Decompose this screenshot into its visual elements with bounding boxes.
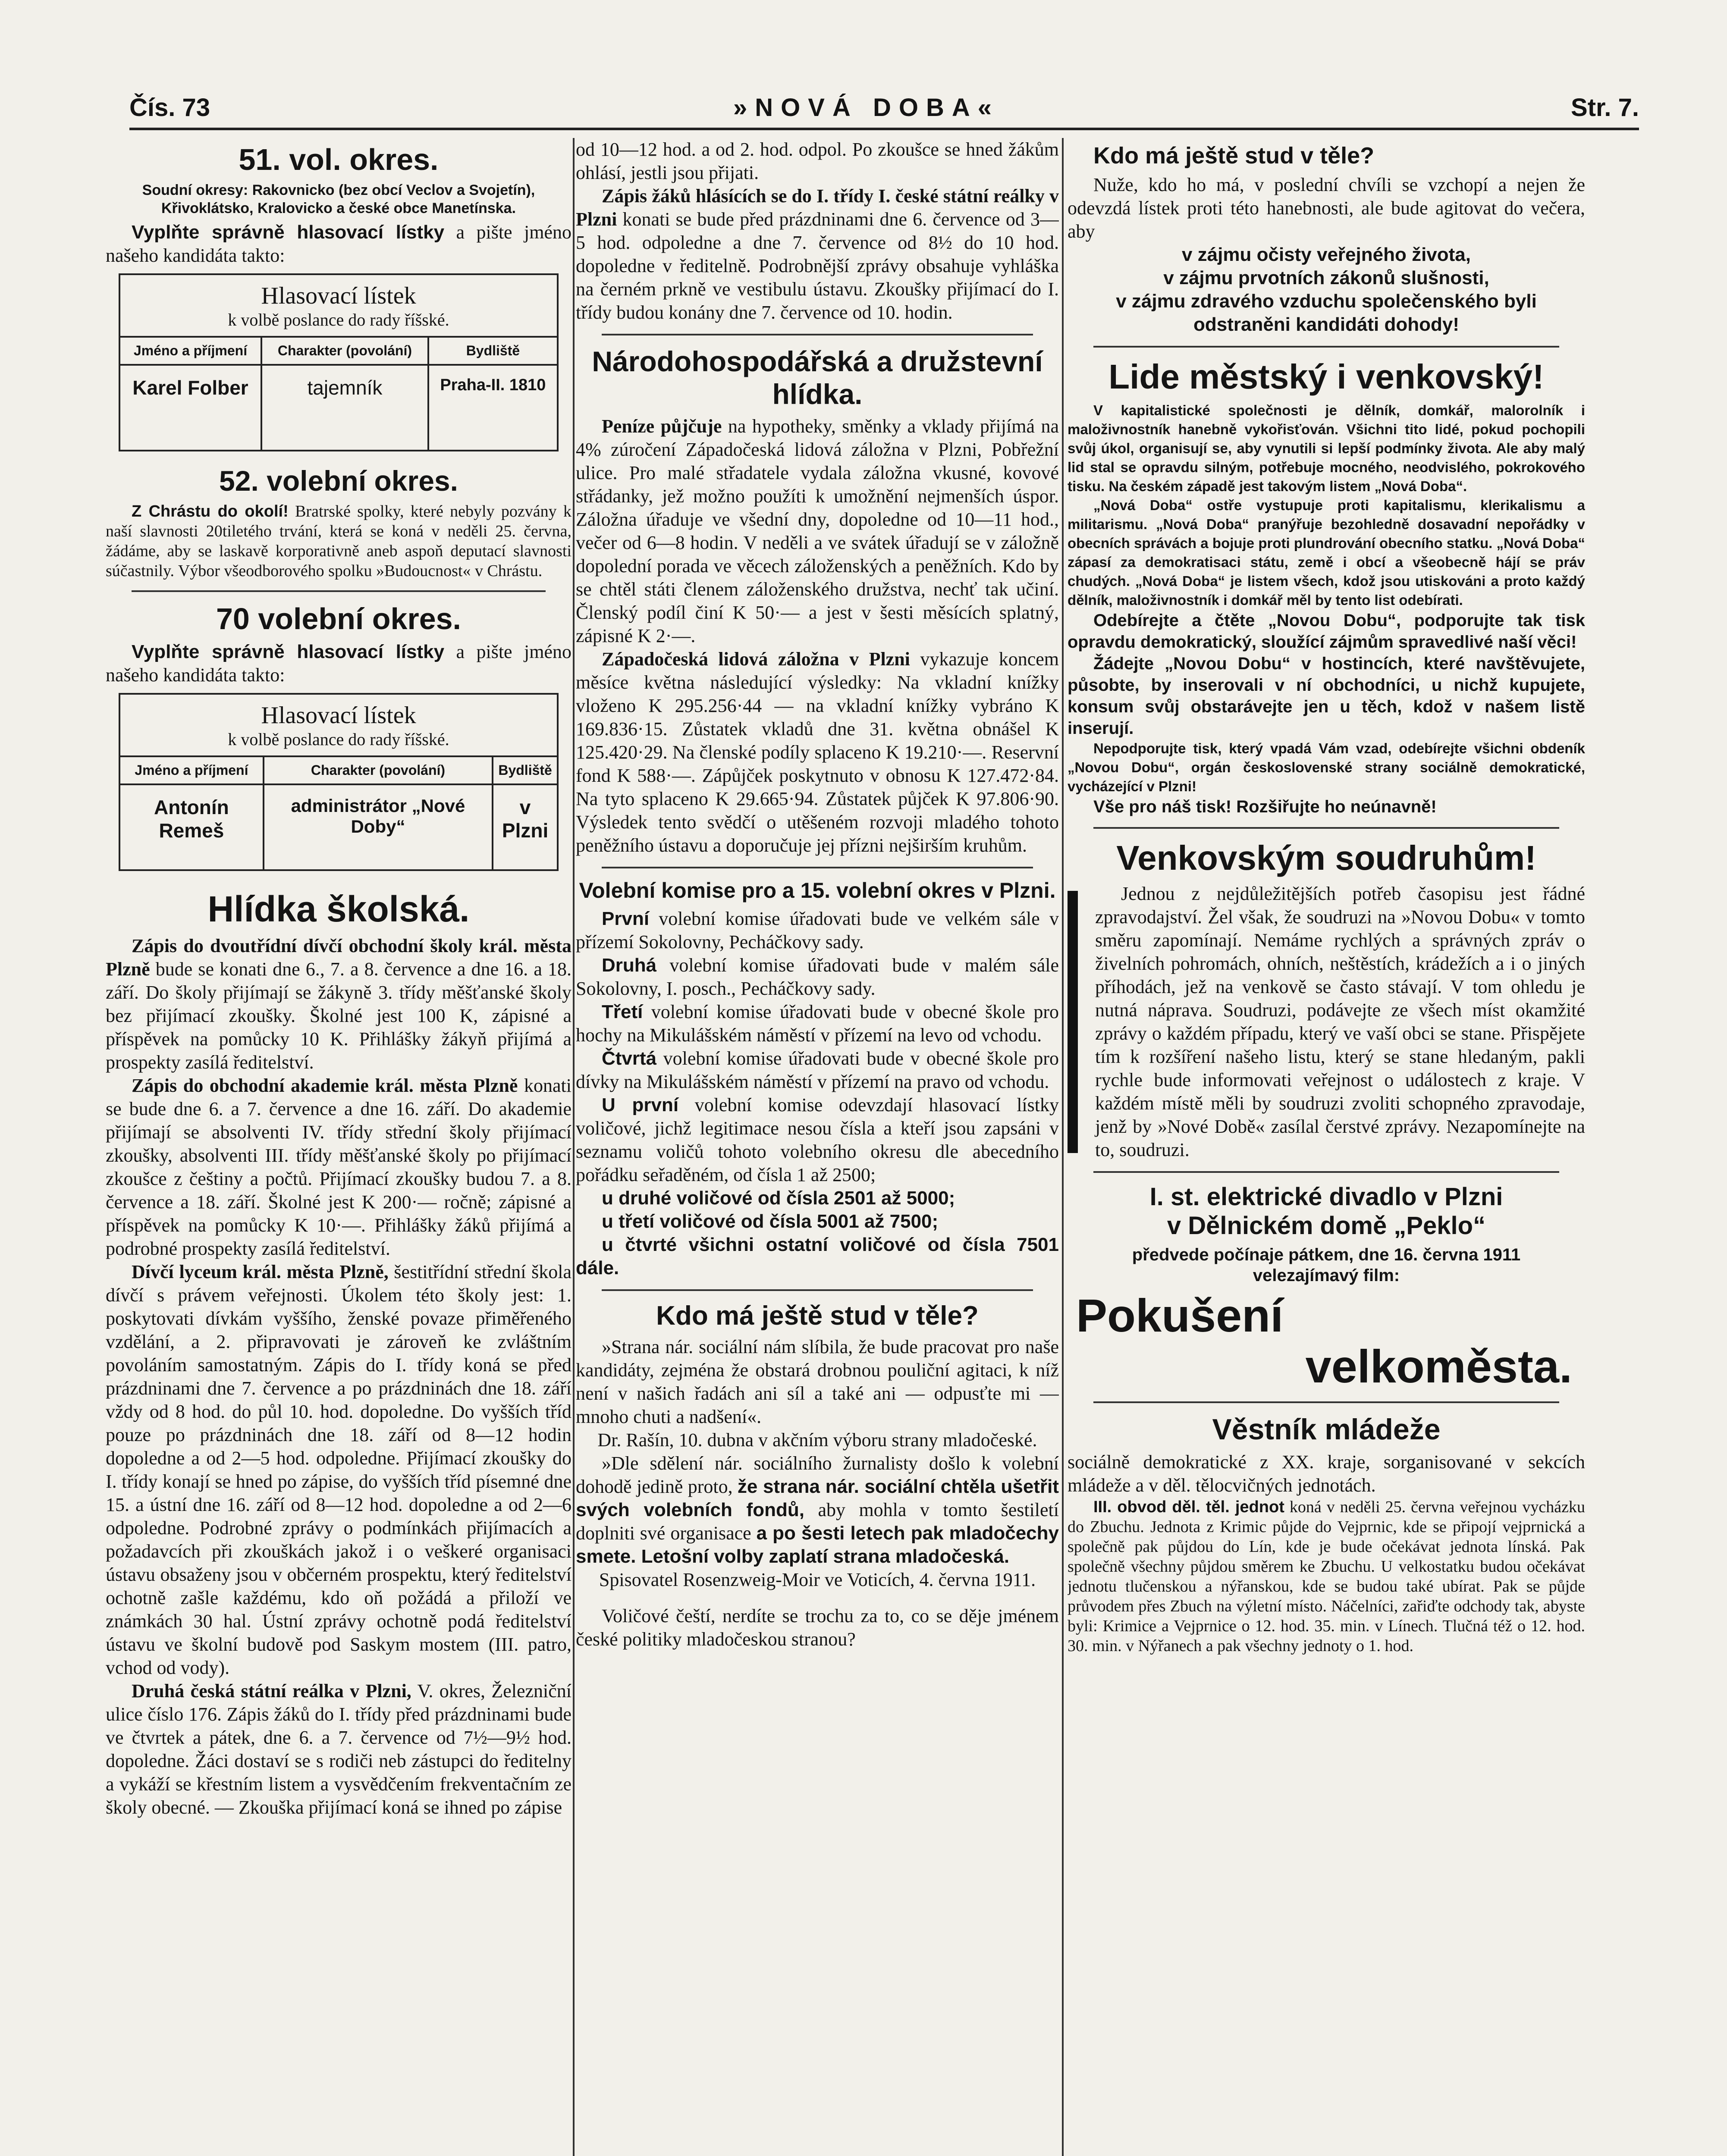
commission-4-text: volební komise úřadovati bude v obecné škole pro dívky na Mikulášském náměstí v přízemí na pravo od vchodu.: [576, 1048, 1059, 1092]
commission-6: u druhé voličové od čísla 2501 až 5000;: [602, 1188, 955, 1209]
commission-3: [576, 1000, 1059, 1047]
fill-instruction-text: a pište jméno našeho kandidáta takto:: [106, 222, 571, 266]
ballot-subtitle: k volbě poslance do rady říšské.: [228, 310, 449, 329]
column-right: [1068, 138, 1585, 2156]
commission-title: Volební komise pro a 15. volební okres v Plzni.: [579, 878, 1056, 903]
divider: [602, 334, 1033, 335]
divider: [1093, 1401, 1559, 1403]
lide-title: Lide městský i venkovský!: [1108, 357, 1544, 396]
cinema-line-3: předvede počínaje pátkem, dne 16. června 1911 velezajímavý film:: [1132, 1245, 1521, 1285]
page-header: [129, 85, 1639, 130]
newspaper-title: »NOVÁ DOBA«: [733, 94, 999, 122]
ballot-col-job: Charakter (povolání): [261, 337, 428, 365]
ballot-table: [120, 755, 557, 869]
film-title-2: velkoměsta.: [1305, 1340, 1572, 1392]
fill-instruction-bold: Vyplňte správně hlasovací lístky: [132, 222, 445, 243]
commission-5-label: U první: [602, 1094, 679, 1116]
commission-2-label: Druhá: [602, 955, 657, 976]
candidate-job: tajemník: [261, 365, 428, 450]
divider: [132, 590, 546, 592]
youth-notice-head: III. obvod děl. těl. jednot: [1093, 1498, 1284, 1516]
district-52-lead: Z Chrástu do okolí!: [132, 502, 289, 520]
fill-instruction-2: [106, 640, 571, 687]
school-continuation: od 10—12 hod. a od 2. hod. odpol. Po zkoušce se hned žákům ohlásí, jestli jsou přijati.: [576, 139, 1059, 183]
lide-paragraph-1: V kapitalistické společnosti je dělník, domkář, malorolník i maloživnostník hanebně vykořisťován. Všichni tito lidé, pokud pochopili svůj úkol, organisují se, aby vynutili si lepší podmínky života. Ale aby malý lid stal se opravdu silným, potřebuje mocného, neodvislého, pokrokového tisku. Na českém západě jest takovým listem „Nová Doba“.: [1068, 402, 1585, 494]
ballot-title: Hlasovací lístek: [261, 702, 416, 729]
divider: [1093, 346, 1559, 348]
commission-4: [576, 1047, 1059, 1094]
divider: [1093, 827, 1559, 829]
commission-1-label: První: [602, 908, 650, 929]
page-number: Str. 7.: [1571, 94, 1639, 122]
cinema-line-2: v Dělnickém domě „Peklo“: [1167, 1212, 1486, 1240]
ballot-title: Hlasovací lístek: [261, 282, 416, 309]
candidate-residence: Praha-II. 1810: [428, 365, 557, 450]
bank-results-head: Západočeská lidová záložna v Plzni: [602, 649, 910, 670]
cinema-line-1: I. st. elektrické divadlo v Plzni: [1149, 1183, 1503, 1211]
divider: [1093, 1171, 1559, 1173]
district-51-title: 51. vol. okres.: [239, 143, 439, 176]
school-notice-1-head: Zápis do dvoutřídní dívčí obchodní školy král. města Plzně: [106, 935, 571, 980]
stud-quote-2d: a po šesti letech pak mladočechy smete. Letošní volby zaplatí strana mladočeská.: [576, 1523, 1059, 1567]
district-52-text: Bratrské spolky, které nebyly pozvány k naší slavnosti 20tiletého trvání, která se koná v neděli 25. června, žádáme, aby se laskavě korporativně aneb aspoň deputací slavnosti súčastnily. Výbor všeodborového spolku »Budoucnost« v Chrástu.: [106, 502, 571, 580]
lide-paragraph-4: Žádejte „Novou Dobu“ v hostincích, které navštěvujete, působte, by inserovali v ní obchodníci, u nichž kupujete, konsum svůj obstarávejte jen u těch, kdož v našem listě inserují.: [1068, 654, 1585, 738]
stud-quote-1: »Strana nár. sociální nám slíbila, že bude pracovat pro naše kandidáty, zejména že obstará drobnou pouliční agitaci, k níž není v našich řadách ani síl a také ani — odpusťte mi — mnoho chuti a nadšení«.: [576, 1336, 1059, 1427]
stud-right-text: Nuže, kdo ho má, v poslední chvíli se vzchopí a nejen že odevzdá lístek proti této hanebnosti, ale bude agitovat do večera, aby: [1068, 174, 1585, 242]
venkov-block: [1068, 882, 1585, 1162]
district-52-notice: [106, 501, 571, 581]
commission-1: [576, 907, 1059, 954]
school-notice-4: [106, 1680, 571, 1819]
ballot-table: [120, 336, 557, 450]
youth-notice-text: koná v neděli 25. června veřejnou vycházku do Zbuchu. Jednota z Krimic půjde do Vejprnic, kde se připojí vejprnická a společně pak půjdou do Lín, kde je bude očekávat jednota línská. Pak společně všechny půjdou směrem ke Zbuchu. U velkostatku budou očekávat jednotu tlučenskou a nýřanskou, kde se budou také ubírat. Pak se půjde průvodem přes Zbuch na výletní místo. Náčelníci, zařiďte odchody tak, abyste byli: Krimice a Vejprnice o 12. hod. 35. min. v Línech. Tlučná též o 12. hod. 30. min. v Nýřanech a pak všechny jednoty o 1. hod.: [1068, 1498, 1585, 1655]
divider: [602, 1289, 1033, 1291]
district-70-title: 70 volební okres.: [216, 602, 462, 636]
ballot-col-job: Charakter (povolání): [264, 756, 493, 784]
stud-signature-2: Spisovatel Rosenzweig-Moir ve Voticích, 4. června 1911.: [599, 1569, 1036, 1590]
venkov-text: Jednou z nejdůležitějších potřeb časopisu jest řádné zpravodajství. Žel však, že soudruzi na »Novou Dobu« v tomto směru zapomínají. Nemáme rychlých a správných zpráv o živelních pohromách, ohních, neštěstích, krádežích a i o jiných příhodách, jež na venkově se často stávají. V tom ohledu je nutná náprava. Soudruzi, podávejte ze všech míst okamžité zprávy o každém případu, který ve vaší obci se stane. Přispějete tím k rozšíření našeho listu, který se stane hledaným, pakli rychle bude informovati veřejnost o událostech z kraje. V každém místě měli by soudruzi zvoliti schopného zpravodaje, jenž by »Nové Době« zasílal čerstvé zprávy. Nezapomínejte na to, soudruzi.: [1095, 883, 1585, 1160]
school-notice-2: [106, 1074, 571, 1260]
commission-3-text: volební komise úřadovati bude v obecné škole pro hochy na Mikulášském náměstí v přízemí na levo od vchodu.: [576, 1001, 1059, 1046]
school-notice-1-text: bude se konati dne 6., 7. a 8. července a dne 16. a 18. září. Do školy přijímají se žákyně 3. třídy měšťanské školy bez přijímací zkoušky. Školné jest 100 K, zápisné a příspěvek na pomůcky 10 K. Přihlášky žákyň přijímá a prospekty zasílá ředitelství.: [106, 959, 571, 1073]
stud-right-line-3: v zájmu zdravého vzduchu společenského byli odstraněni kandidáti dohody!: [1116, 291, 1537, 335]
venkov-title: Venkovským soudruhům!: [1116, 839, 1536, 877]
column-rule: [1062, 138, 1064, 2156]
lide-paragraph-6: Vše pro náš tisk! Rozšiřujte ho neúnavně!: [1093, 797, 1437, 816]
column-left: [106, 138, 571, 2156]
stud-closing: Voličové čeští, nerdíte se trochu za to, co se děje jménem české politiky mladočeskou stranou?: [576, 1605, 1059, 1650]
youth-subtitle: sociálně demokratické z XX. kraje, sorganisované v sekcích mládeže a v děl. tělocvičných jednotách.: [1068, 1451, 1585, 1496]
candidate-name: Karel Folber: [120, 365, 261, 450]
fill-instruction-text: a pište jméno našeho kandidáta takto:: [106, 641, 571, 686]
fill-instruction: [106, 221, 571, 267]
school-notice-2-text: konati se bude dne 6. a 7. července a dne 16. září. Do akademie přijímají se absolventi IV. třídy střední školy přijímací zkoušky, absolventi III. třídy měšťanské školy po přijímací zkoušce z češtiny a počtů. Přijímací zkoušky budou 7. a 8. července a 18. září. Školné jest K 200·— ročně; zápisné a příspěvek na pomůcky K 10·—. Přihlášky žáků přijímá a podrobné prospekty zasílá ředitelství.: [106, 1075, 571, 1259]
realka-registration-head: Zápis žáků hlásících se do I. třídy I. české státní reálky v Plzni: [576, 185, 1059, 230]
bank-results-text: vykazuje koncem měsíce května následující výsledky: Na vkladní knížky vloženo K 295.256·44 — na vkladní knížky vybráno K 169.836·15. Zůstatek vkladů dne 31. května obnášel K 125.420·29. Na členské podíly splaceno K 19.210·—. Reservní fond K 588·—. Zápůjček poskytnuto v obnosu K 127.472·84. Na tyto splaceno K 29.665·94. Zůstatek půjček K 97.806·90. Výsledek tento svědčí o utěšeném rozvoji mladého tohoto peněžního ústavu a doporučuje jej přízni nejširším kruhům.: [576, 649, 1059, 856]
stud-quote-2b: že strana nár. sociální chtěla ušetřit svých volebních fondů,: [576, 1476, 1059, 1520]
ballot-col-name: Jméno a příjmení: [120, 337, 261, 365]
issue-number: Čís. 73: [129, 94, 210, 122]
stud-signature-1: Dr. Rašín, 10. dubna v akčním výboru strany mladočeské.: [597, 1429, 1037, 1451]
divider: [602, 867, 1033, 868]
youth-title: Věstník mládeže: [1212, 1413, 1441, 1446]
commission-3-label: Třetí: [602, 1001, 643, 1022]
lide-paragraph-2: „Nová Doba“ ostře vystupuje proti kapitalismu, klerikalismu a militarismu. „Nová Doba“ pranýřuje bezohledně dosavadní nepořádky v obecních správách a bojuje proti plundrování obecního statku. „Nová Doba“ zápasí za demokratisaci státu, země i obcí a všeobecně hájí se práv chudých. „Nová Doba“ je listem všech, kdož jsou utiskováni a proto každý dělník, maloživnostník i domkář měl by tento list odebírati.: [1068, 497, 1585, 608]
ballot-col-residence: Bydliště: [428, 337, 557, 365]
school-notice-3-text: šestitřídní střední škola dívčí s právem veřejnosti. Úkolem této školy jest: 1. poskytovati dívkám vyššího, ženské povaze přiměřeného vzdělání, a 2. připravovati je zároveň ke zvláštním povoláním samostatným. Zápis do I. třídy koná se před prázdninami dne 7. července a po prázdninách dne 18. září vždy od 8 hod. do půl 10. hod. dopoledne. Do vyšších tříd pouze po prázdninách dne 18. září od 8—12 hodin dopoledne a od 2—5 hod. odpoledne. Přijímací zkoušky do I. třídy konají se hned po zápise, do vyšších tříd písemné dne 15. a ústní dne 16. září od 8—12 hod. dopoledne a od 2—6 odpoledne. Podrobné zprávy o podmínkách přijímacích a požadavcích při zkouškách jakož i o veškeré organisaci ústavu obsaženy jsou v občerném prospektu, který ředitelství ochotně zašle každému, kdo oň požádá a přiloží ve známkách 30 hal. Ústní zprávy ochotně podá ředitelství ústavu ve školní budově pod Saskym mostem (III. patro, vchod od vody).: [106, 1261, 571, 1678]
economy-loans-text: na hypotheky, směnky a vklady přijímá na 4% zúročení Západočeská lidová záložna v Plzni, Pobřežní ulice. Pro malé střadatele vydala záložna vkusné, kovové střádanky, jež možno použíti k umožnění nejmenších úspor. Záložna úřaduje ve všední dny, dopoledne od 10—11 hod., večer od 6—8 hodin. V neděli a ve svátek úřadují se v záložně dopolední porada ve věcech záloženských a peněžních. Kdo by se chtěl státi členem záloženského družstva, nechť tak učiní. Členský podíl činí K 50·— a jest v šesti měsících splatný, zápisné K 2·—.: [576, 416, 1059, 646]
stud-quote-2c: aby mohla v tomto šestiletí doplniti své organisace: [576, 1499, 1059, 1544]
commission-5-text: volební komise odevzdají hlasovací lístky voličové, jichž legitimace nesou čísla a kteří jsou zapsáni v seznamu voličů tohoto volebního okresu dle abecedního pořádku seřaděném, od čísla 1 až 2500;: [576, 1094, 1059, 1185]
candidate-job: administrátor „Nové Doby“: [264, 784, 493, 869]
school-notice-2-head: Zápis do obchodní akademie král. města Plzně: [132, 1075, 518, 1096]
column-rule: [573, 138, 575, 2156]
school-section-title: Hlídka školská.: [207, 889, 470, 929]
stud-section-title: Kdo má ještě stud v těle?: [656, 1301, 979, 1331]
commission-7: u třetí voličové od čísla 5001 až 7500;: [602, 1211, 939, 1232]
stud-quote-2a: »Dle sdělení nár. sociálního žurnalisty došlo k volební dohodě jedině proto,: [576, 1453, 1059, 1497]
film-title-1: Pokušení: [1076, 1289, 1284, 1341]
ballot-sample: [119, 273, 559, 451]
commission-1-text: volební komise úřadovati bude ve velkém sále v přízemí Sokolovny, Pecháčkovy sady.: [576, 908, 1059, 953]
commission-4-label: Čtvrtá: [602, 1048, 657, 1069]
bank-results: [576, 648, 1059, 857]
ballot-col-residence: Bydliště: [493, 756, 557, 784]
ballot-sample-2: [119, 693, 559, 871]
stud-right-line-2: v zájmu prvotních zákonů slušnosti,: [1163, 267, 1489, 288]
economy-loans: [576, 415, 1059, 648]
ballot-col-name: Jméno a příjmení: [120, 756, 264, 784]
realka-registration-text: konati se bude před prázdninami dne 6. července od 3—5 hod. odpoledne a dne 7. července od 8½ do 10 hod. dopoledne v ředitelně. Podrobnější zprávy obsahuje vyhláška na černém prkně ve vestibulu ústavu. Zkoušky přijímací do I. třídy budou konány dne 7. července od 10. hodin.: [576, 209, 1059, 323]
school-notice-1: [106, 934, 571, 1074]
lide-paragraph-5: Nepodporujte tisk, který vpadá Vám vzad, odebírejte všichni obdeník „Novou Dobu“, orgán československé strany sociálně demokratické, vycházející v Plzni!: [1068, 740, 1585, 794]
school-notice-3: [106, 1260, 571, 1680]
lide-paragraph-3: Odebírejte a čtěte „Novou Dobu“, podporujte tak tisk opravdu demokratický, sloužící zájmům spravedlivé naší věci!: [1068, 611, 1585, 652]
stud-right-line-1: v zájmu očisty veřejného života,: [1181, 244, 1471, 265]
school-notice-4-text: V. okres, Železniční ulice číslo 176. Zápis žáků do I. třídy před prázdninami bude ve čtvrtek a pátek, dne 6. a 7. července od 7½—9½ hod. dopoledne. Žáci dostaví se s rodiči neb zástupci do ředitelny a vykáží se křestním listem a vysvědčením frekventačním ze školy obecné. — Zkouška přijímací koná se ihned po zápise: [106, 1680, 571, 1818]
commission-5: [576, 1094, 1059, 1187]
economy-loans-head: Peníze půjčuje: [602, 416, 722, 437]
candidate-residence: v Plzni: [493, 784, 557, 869]
school-notice-4-head: Druhá česká státní reálka v Plzni,: [132, 1680, 411, 1702]
fill-instruction-bold: Vyplňte správně hlasovací lístky: [132, 641, 445, 662]
candidate-name: Antonín Remeš: [120, 784, 264, 869]
stud-quote-2: [576, 1452, 1059, 1568]
venkov-bar: [1068, 891, 1078, 1153]
realka-registration: [576, 185, 1059, 324]
column-middle: [576, 138, 1059, 2156]
commission-2-text: volební komise úřadovati bude v malém sále Sokolovny, I. posch., Pecháčkovy sady.: [576, 955, 1059, 999]
district-51-courts: Soudní okresy: Rakovnicko (bez obcí Veclov a Svojetín), Křivoklátsko, Kralovicko a české obce Manetínska.: [142, 182, 535, 216]
youth-notice: [1068, 1497, 1585, 1656]
district-52-title: 52. volební okres.: [219, 465, 458, 497]
economy-section-title: Národohospodářská a družstevní hlídka.: [592, 345, 1043, 410]
commission-2: [576, 954, 1059, 1000]
school-notice-3-head: Dívčí lyceum král. města Plzně,: [132, 1261, 389, 1282]
stud-right-title: Kdo má ještě stud v těle?: [1093, 143, 1375, 169]
commission-8: u čtvrté všichni ostatní voličové od čísla 7501 dále.: [576, 1234, 1059, 1279]
ballot-subtitle: k volbě poslance do rady říšské.: [228, 730, 449, 749]
